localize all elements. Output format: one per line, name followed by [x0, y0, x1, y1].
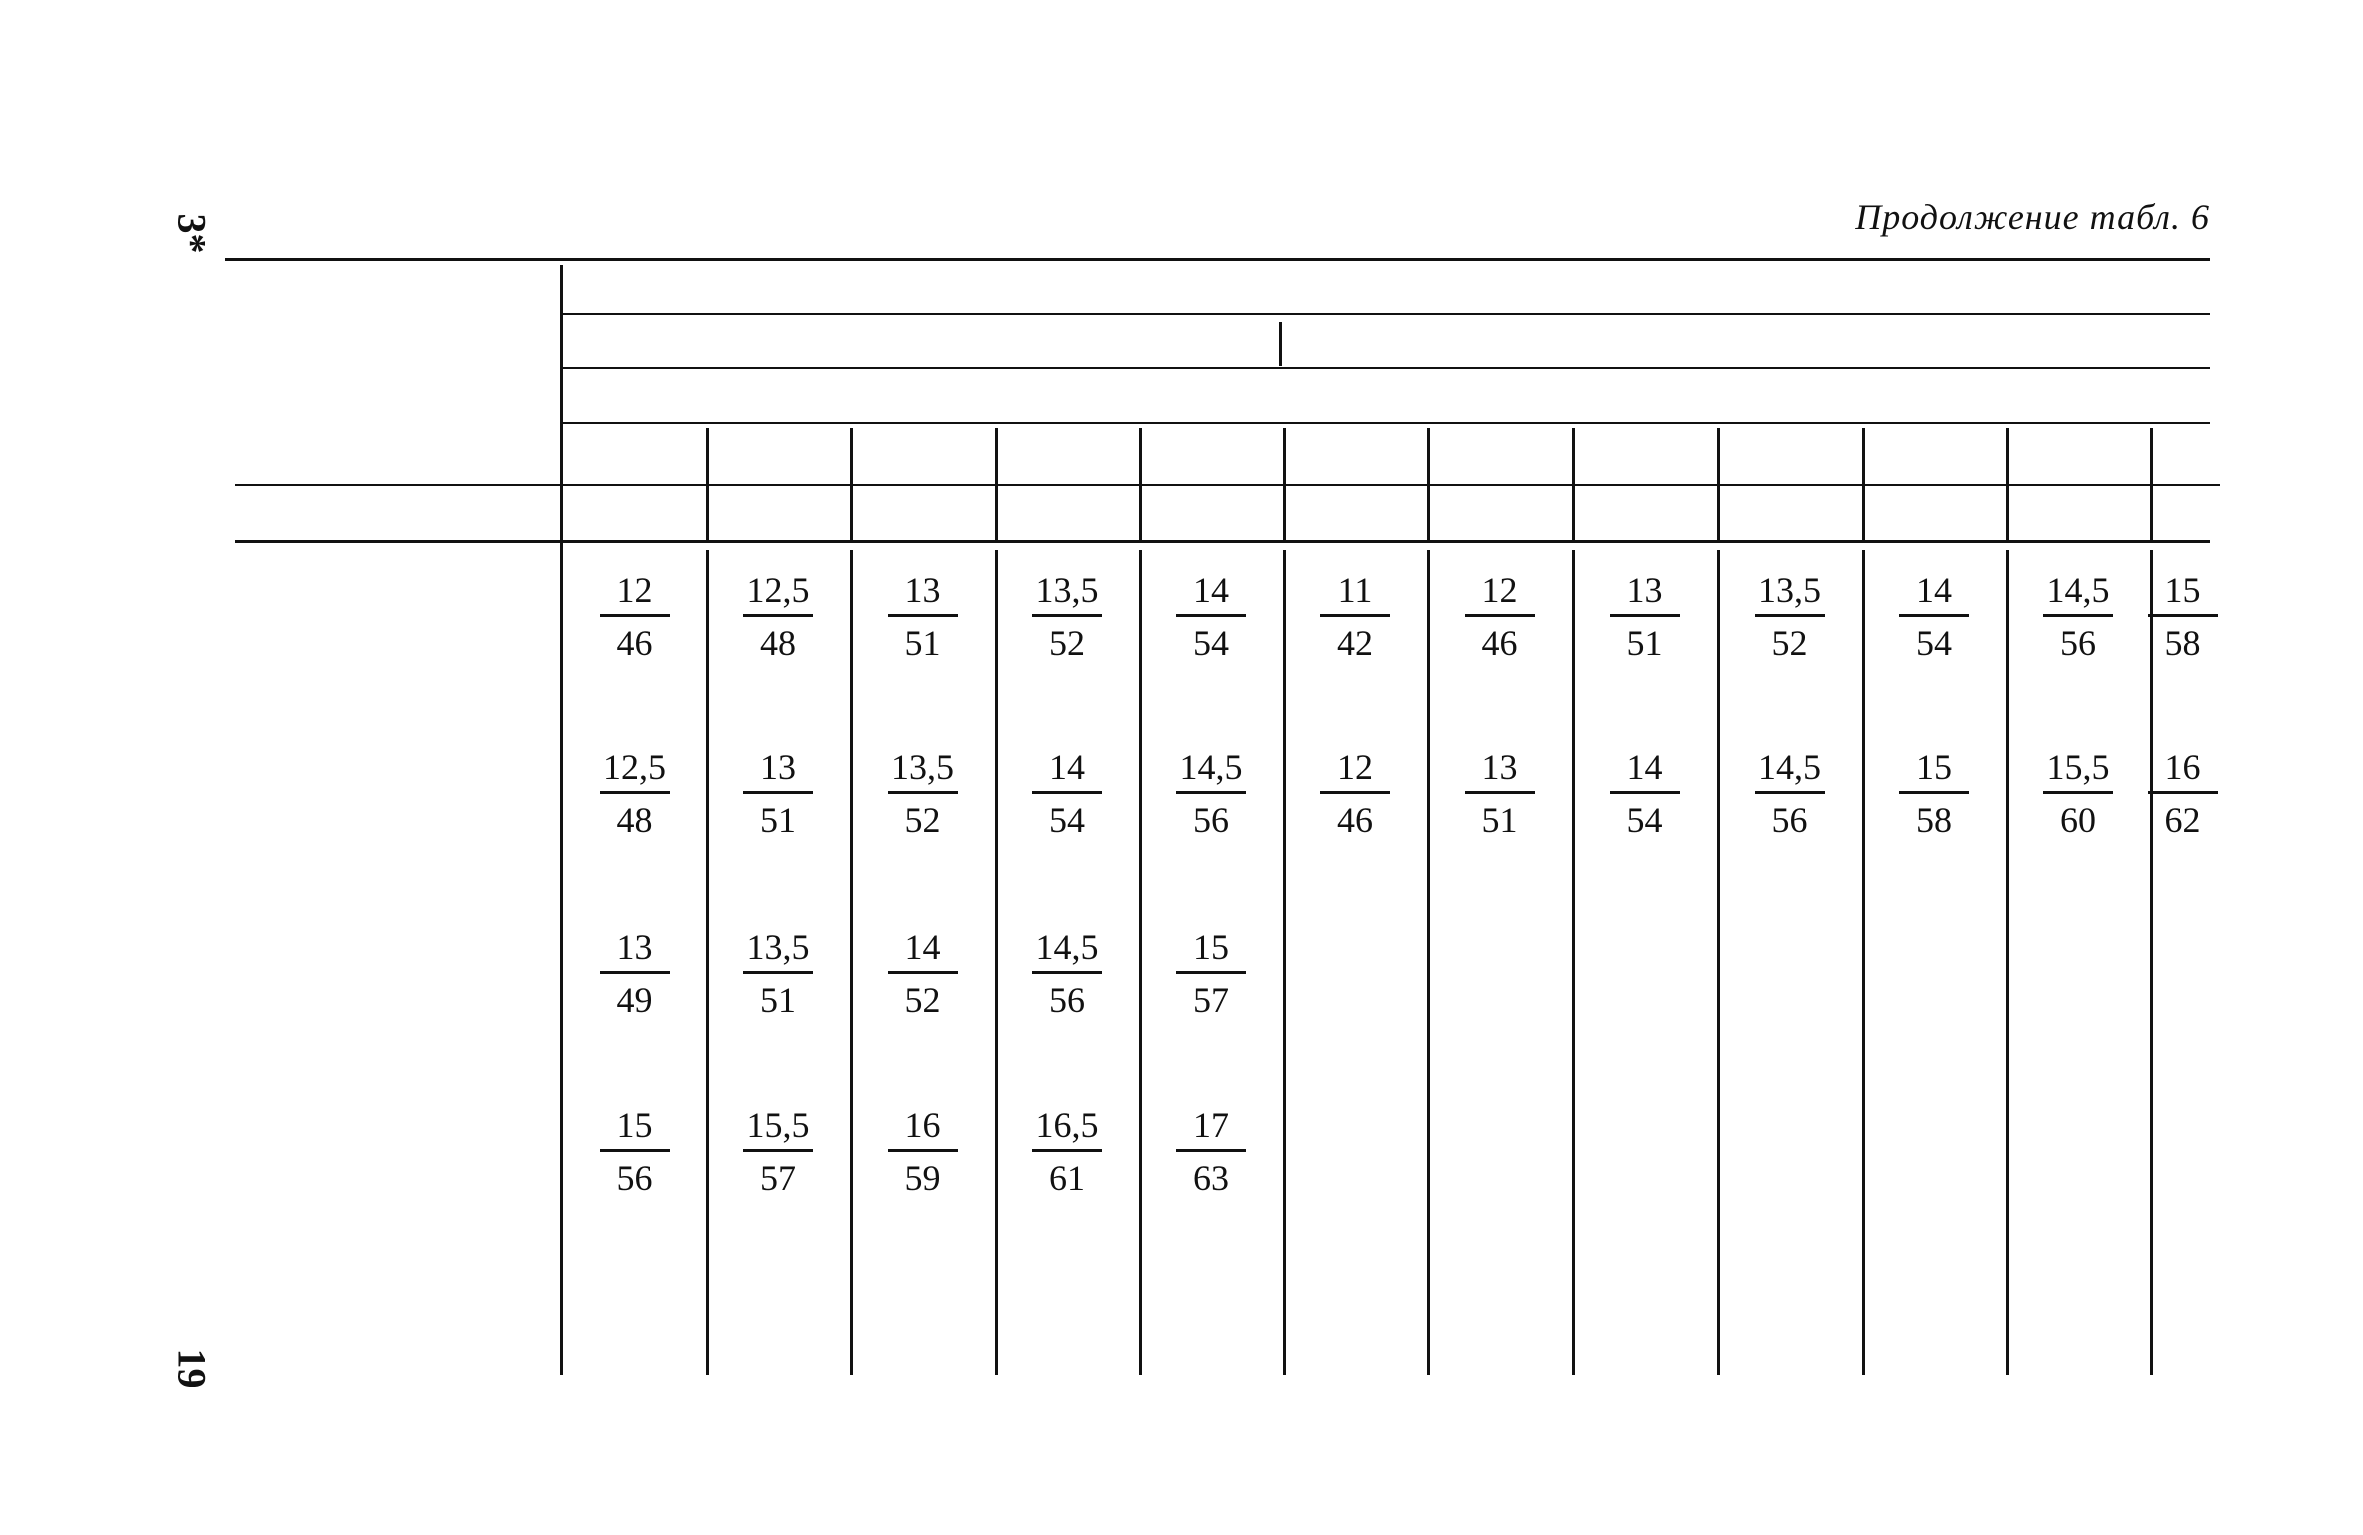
- fraction-cell: [575, 1103, 695, 1200]
- fraction-denominator: 56: [616, 1158, 653, 1198]
- rule-vertical: [850, 550, 853, 1375]
- fraction-denominator: 58: [1916, 800, 1952, 840]
- fraction-bar: [2043, 614, 2113, 617]
- fraction-denominator: 56: [1193, 800, 1229, 840]
- fraction-cell: [2123, 745, 2243, 842]
- fraction-bar: [600, 1149, 670, 1152]
- fraction-bar: [888, 971, 958, 974]
- table-continuation-title: Продолжение табл. 6: [1855, 197, 2210, 237]
- fraction-bar: [888, 614, 958, 617]
- page-mark: 3*: [169, 213, 215, 254]
- rule-horizontal: [563, 367, 2210, 369]
- fraction-cell: [863, 925, 983, 1022]
- fraction-cell: [1007, 568, 1127, 665]
- fraction-bar: [1032, 791, 1102, 794]
- fraction-denominator: 46: [1481, 623, 1518, 663]
- fraction-bar: [1176, 791, 1246, 794]
- fraction-bar: [1176, 1149, 1246, 1152]
- fraction-denominator: 52: [904, 800, 941, 840]
- fraction-cell: [863, 568, 983, 665]
- fraction-bar: [1032, 1149, 1102, 1152]
- fraction-cell: [718, 568, 838, 665]
- fraction-bar: [1032, 971, 1102, 974]
- fraction-cell: [1874, 568, 1994, 665]
- fraction-numerator: 15: [616, 1105, 653, 1145]
- fraction-numerator: 14,5: [1179, 747, 1243, 787]
- fraction-cell: [1007, 1103, 1127, 1200]
- fraction-cell: [1585, 745, 1705, 842]
- fraction-numerator: 13,5: [1035, 570, 1099, 610]
- rule-horizontal: [563, 422, 2210, 424]
- fraction-numerator: 14,5: [1035, 927, 1099, 967]
- fraction-cell: [1007, 745, 1127, 842]
- fraction-bar: [888, 1149, 958, 1152]
- fraction-cell: [575, 568, 695, 665]
- fraction-denominator: 63: [1193, 1158, 1229, 1198]
- rule-vertical: [1139, 428, 1142, 540]
- rule-vertical: [1279, 322, 1282, 366]
- fraction-cell: [718, 925, 838, 1022]
- rule-horizontal: [225, 258, 2210, 261]
- fraction-numerator: 14: [1049, 747, 1085, 787]
- fraction-numerator: 13: [616, 927, 653, 967]
- fraction-denominator: 59: [904, 1158, 941, 1198]
- fraction-bar: [743, 614, 813, 617]
- fraction-denominator: 46: [1337, 800, 1373, 840]
- fraction-denominator: 51: [1626, 623, 1663, 663]
- fraction-denominator: 54: [1626, 800, 1663, 840]
- fraction-cell: [1151, 745, 1271, 842]
- fraction-bar: [1320, 614, 1390, 617]
- fraction-numerator: 15,5: [746, 1105, 810, 1145]
- fraction-bar: [2148, 791, 2218, 794]
- fraction-bar: [600, 971, 670, 974]
- fraction-cell: [718, 1103, 838, 1200]
- fraction-denominator: 46: [616, 623, 653, 663]
- rule-vertical: [2150, 550, 2153, 1375]
- rule-horizontal: [235, 540, 2210, 543]
- rule-vertical: [995, 428, 998, 540]
- fraction-bar: [2148, 614, 2218, 617]
- fraction-numerator: 12: [1481, 570, 1518, 610]
- fraction-bar: [1899, 614, 1969, 617]
- rule-vertical: [1139, 550, 1142, 1375]
- fraction-numerator: 15: [1193, 927, 1229, 967]
- rule-vertical: [706, 550, 709, 1375]
- fraction-bar: [888, 791, 958, 794]
- fraction-denominator: 51: [1481, 800, 1518, 840]
- fraction-denominator: 51: [904, 623, 941, 663]
- fraction-cell: [2018, 745, 2138, 842]
- rule-vertical: [2006, 550, 2009, 1375]
- fraction-cell: [1440, 568, 1560, 665]
- fraction-numerator: 13: [904, 570, 941, 610]
- fraction-cell: [1007, 925, 1127, 1022]
- fraction-bar: [1465, 791, 1535, 794]
- fraction-denominator: 56: [1771, 800, 1808, 840]
- fraction-numerator: 14,5: [2046, 570, 2110, 610]
- fraction-numerator: 12,5: [603, 747, 666, 787]
- fraction-numerator: 12,5: [746, 570, 810, 610]
- fraction-denominator: 54: [1193, 623, 1229, 663]
- fraction-cell: [1295, 745, 1415, 842]
- fraction-denominator: 48: [760, 623, 796, 663]
- fraction-cell: [1151, 568, 1271, 665]
- fraction-bar: [1899, 791, 1969, 794]
- fraction-cell: [2018, 568, 2138, 665]
- fraction-denominator: 52: [904, 980, 941, 1020]
- fraction-cell: [863, 745, 983, 842]
- rule-horizontal: [563, 313, 2210, 315]
- fraction-cell: [1151, 925, 1271, 1022]
- rule-vertical: [560, 265, 563, 1375]
- fraction-bar: [1465, 614, 1535, 617]
- rule-vertical: [850, 428, 853, 540]
- fraction-denominator: 58: [2164, 623, 2201, 663]
- rule-vertical: [1862, 428, 1865, 540]
- rule-vertical: [1572, 550, 1575, 1375]
- fraction-bar: [1755, 791, 1825, 794]
- rule-vertical: [1283, 550, 1286, 1375]
- fraction-numerator: 13,5: [746, 927, 810, 967]
- fraction-bar: [1176, 971, 1246, 974]
- rule-vertical: [1862, 550, 1865, 1375]
- fraction-denominator: 62: [2164, 800, 2201, 840]
- fraction-numerator: 16: [2164, 747, 2201, 787]
- rule-vertical: [1572, 428, 1575, 540]
- fraction-denominator: 60: [2060, 800, 2096, 840]
- rule-vertical: [706, 428, 709, 540]
- fraction-denominator: 51: [760, 980, 796, 1020]
- rule-vertical: [995, 550, 998, 1375]
- fraction-cell: [575, 925, 695, 1022]
- fraction-numerator: 14: [1626, 747, 1663, 787]
- fraction-denominator: 56: [1049, 980, 1085, 1020]
- fraction-numerator: 16: [904, 1105, 941, 1145]
- fraction-numerator: 13,5: [891, 747, 954, 787]
- fraction-denominator: 54: [1049, 800, 1085, 840]
- fraction-numerator: 11: [1337, 570, 1373, 610]
- fraction-numerator: 14: [1916, 570, 1952, 610]
- rule-vertical: [2150, 428, 2153, 540]
- fraction-denominator: 56: [2060, 623, 2096, 663]
- fraction-numerator: 17: [1193, 1105, 1229, 1145]
- fraction-bar: [600, 614, 670, 617]
- fraction-numerator: 13: [1481, 747, 1518, 787]
- fraction-denominator: 51: [760, 800, 796, 840]
- rule-horizontal: [235, 484, 2220, 486]
- fraction-numerator: 13: [760, 747, 796, 787]
- rule-vertical: [1717, 550, 1720, 1375]
- fraction-bar: [1755, 614, 1825, 617]
- fraction-denominator: 42: [1337, 623, 1373, 663]
- fraction-numerator: 12: [616, 570, 653, 610]
- fraction-numerator: 14,5: [1758, 747, 1821, 787]
- fraction-cell: [575, 745, 695, 842]
- fraction-bar: [743, 971, 813, 974]
- fraction-numerator: 14: [1193, 570, 1229, 610]
- fraction-numerator: 14: [904, 927, 941, 967]
- fraction-denominator: 48: [616, 800, 653, 840]
- fraction-denominator: 52: [1049, 623, 1085, 663]
- rule-vertical: [1427, 550, 1430, 1375]
- rule-vertical: [1717, 428, 1720, 540]
- fraction-bar: [1610, 791, 1680, 794]
- rule-vertical: [1283, 428, 1286, 540]
- fraction-bar: [2043, 791, 2113, 794]
- fraction-numerator: 16,5: [1035, 1105, 1099, 1145]
- fraction-numerator: 15: [1916, 747, 1952, 787]
- fraction-denominator: 57: [1193, 980, 1229, 1020]
- fraction-bar: [1610, 614, 1680, 617]
- fraction-denominator: 54: [1916, 623, 1952, 663]
- fraction-bar: [743, 791, 813, 794]
- fraction-cell: [1440, 745, 1560, 842]
- fraction-bar: [1320, 791, 1390, 794]
- fraction-denominator: 57: [760, 1158, 796, 1198]
- fraction-cell: [1151, 1103, 1271, 1200]
- fraction-denominator: 61: [1049, 1158, 1085, 1198]
- fraction-numerator: 12: [1337, 747, 1373, 787]
- fraction-bar: [600, 791, 670, 794]
- fraction-cell: [1730, 745, 1850, 842]
- rule-vertical: [1427, 428, 1430, 540]
- fraction-numerator: 13,5: [1758, 570, 1821, 610]
- rule-vertical: [2006, 428, 2009, 540]
- fraction-cell: [2123, 568, 2243, 665]
- fraction-cell: [863, 1103, 983, 1200]
- fraction-bar: [1176, 614, 1246, 617]
- fraction-cell: [1730, 568, 1850, 665]
- fraction-denominator: 52: [1771, 623, 1808, 663]
- fraction-cell: [1295, 568, 1415, 665]
- fraction-bar: [1032, 614, 1102, 617]
- fraction-numerator: 13: [1626, 570, 1663, 610]
- fraction-cell: [1585, 568, 1705, 665]
- fraction-denominator: 49: [616, 980, 653, 1020]
- fraction-cell: [1874, 745, 1994, 842]
- fraction-bar: [743, 1149, 813, 1152]
- fraction-numerator: 15: [2164, 570, 2201, 610]
- page-number: 19: [169, 1348, 215, 1389]
- fraction-numerator: 15,5: [2046, 747, 2110, 787]
- fraction-cell: [718, 745, 838, 842]
